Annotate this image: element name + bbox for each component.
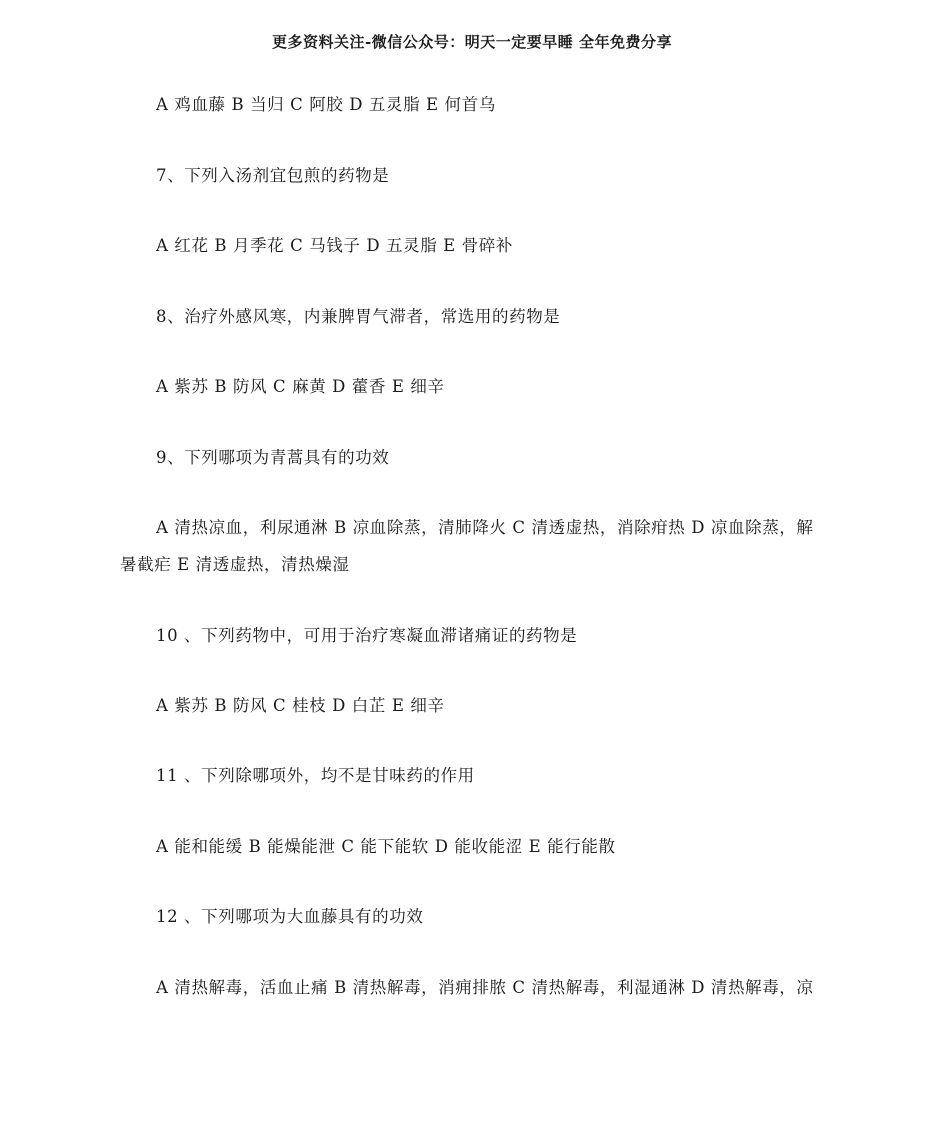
page-header: 更多资料关注-微信公众号：明天一定要早睡 全年免费分享 [272, 33, 672, 51]
question-8: 8、治疗外感风寒，内兼脾胃气滞者，常选用的药物是 [156, 307, 561, 326]
question-11: 11 、下列除哪项外，均不是甘味药的作用 [156, 766, 475, 785]
question-10: 10 、下列药物中，可用于治疗寒凝血滞诸痛证的药物是 [156, 626, 578, 645]
question-9: 9、下列哪项为青蒿具有的功效 [156, 448, 390, 467]
question-12: 12 、下列哪项为大血藤具有的功效 [156, 907, 424, 926]
answer-options-10: A 紫苏 B 防风 C 桂枝 D 白芷 E 细辛 [156, 696, 445, 715]
answer-options-6: A 鸡血藤 B 当归 C 阿胶 D 五灵脂 E 何首乌 [156, 95, 496, 114]
answer-options-7: A 红花 B 月季花 C 马钱子 D 五灵脂 E 骨碎补 [156, 236, 513, 255]
question-7: 7、下列入汤剂宜包煎的药物是 [156, 166, 390, 185]
answer-options-12: A 清热解毒，活血止痛 B 清热解毒，消痈排脓 C 清热解毒，利湿通淋 D 清热解毒，凉 [156, 978, 814, 997]
answer-options-8: A 紫苏 B 防风 C 麻黄 D 藿香 E 细辛 [156, 377, 445, 396]
answer-options-11: A 能和能缓 B 能燥能泄 C 能下能软 D 能收能涩 E 能行能散 [156, 837, 616, 856]
answer-options-9: A 清热凉血，利尿通淋 B 凉血除蒸，清肺降火 C 清透虚热，消除疳热 D 凉血除蒸，解暑截疟 E 清透虚热，清热燥湿 [120, 518, 814, 574]
